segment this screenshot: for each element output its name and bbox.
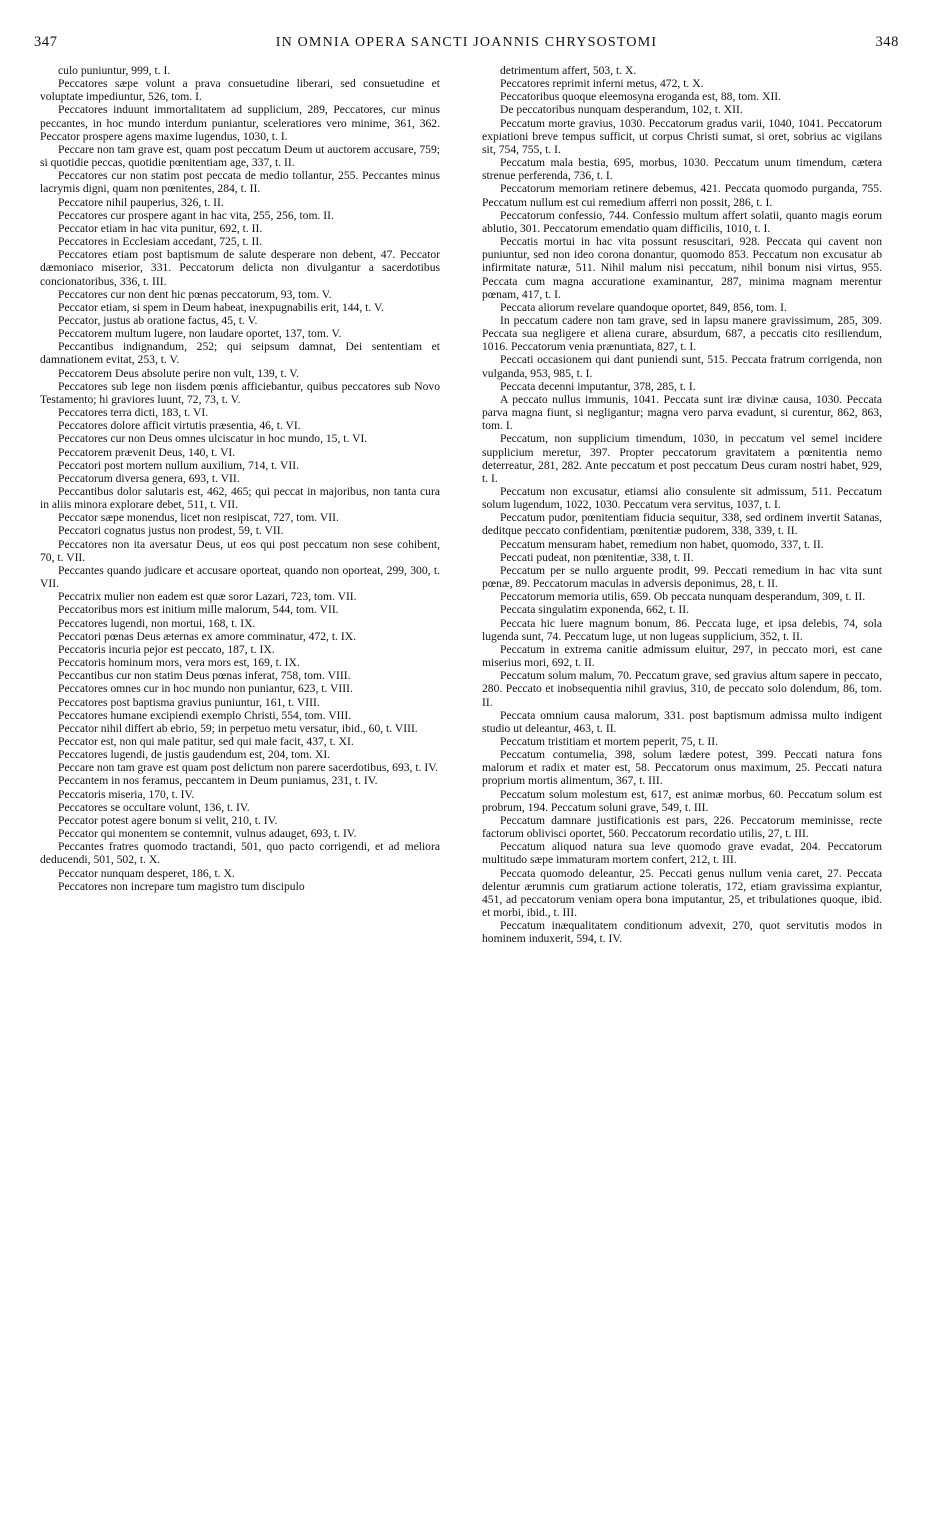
index-entry: Peccatores omnes cur in hoc mundo non puniantur, 623, t. VIII.	[58, 682, 353, 696]
index-entry: Peccatores non increpare tum magistro tum discipulo	[58, 879, 305, 893]
index-entry: Peccatores non ita aversatur Deus, ut eos qui post peccatum non sese cohibent, 70, t. VII.	[40, 537, 440, 564]
index-entry: Peccatores lugendi, de justis gaudendum est, 204, tom. XI.	[58, 748, 331, 762]
index-entry: Peccator etiam, si spem in Deum habeat, inexpugnabilis erit, 144, t. V.	[58, 300, 384, 314]
index-entry: Peccatoris hominum mors, vera mors est, 169, t. IX.	[58, 656, 300, 670]
index-entry: Peccare non tam grave est, quam post peccatum Deum ut auctorem accusare, 759; si quotidie peccas, quotidie pœnitentiam age, 337, t. II.	[40, 142, 440, 170]
index-entry: Peccatorem multum lugere, non laudare oportet, 137, tom. V.	[58, 327, 342, 341]
index-entry: Peccantes fratres quomodo tractandi, 501, quo pacto corrigendi, et ad meliora deducendi, 501, 502, t. X.	[40, 840, 440, 867]
index-entry: Peccatores cur prospere agant in hac vita, 255, 256, tom. II.	[58, 208, 334, 222]
index-entry: Peccator etiam in hac vita punitur, 692, t. II.	[58, 221, 263, 235]
index-entry: Peccatores etiam post baptismum de salute desperare non debent, 47. Peccator dæmoniaco miserior, 331. Peccatorum delicta non divulgantur a sacerdotibus concionatoribus, 336, t. III.	[40, 248, 440, 288]
index-entry: Peccatum damnare justificationis est pars, 226. Peccatorum meminisse, recte factorum oblivisci oportet, 560. Peccatorum recordatio utilis, 27, t. III.	[482, 813, 882, 841]
index-entry: culo puniuntur, 999, t. I.	[58, 64, 171, 77]
index-entry: Peccatum tristitiam et mortem peperit, 75, t. II.	[500, 734, 718, 748]
running-header	[34, 34, 899, 58]
index-entry: Peccantem in nos feramus, peccantem in Deum puniamus, 231, t. IV.	[58, 774, 378, 788]
index-entry: Peccatum solum malum, 70. Peccatum grave, sed gravius altum sapere in peccato, 280. Peccato et inobsequentia nihil gravius, 310, de peccato solo dolendum, 86, tom. II.	[482, 669, 882, 709]
index-entry: Peccator nunquam desperet, 186, t. X.	[58, 866, 235, 880]
index-entry: De peccatoribus nunquam desperandum, 102, t. XII.	[500, 103, 743, 117]
index-entry: Peccatores humane excipiendi exemplo Christi, 554, tom. VIII.	[58, 708, 352, 722]
left-column	[40, 64, 440, 893]
index-entry: Peccatores sæpe volunt a prava consuetudine liberari, sed consuetudine et voluptate impediuntur, 526, tom. I.	[40, 77, 440, 104]
index-entry: Peccatum solum molestum est, 617, est animæ morbus, 60. Peccatum solum est probrum, 194. Peccatum soluni grave, 549, t. III.	[482, 787, 882, 814]
index-entry: detrimentum affert, 503, t. X.	[500, 64, 637, 77]
index-entry: Peccator, justus ab oratione factus, 45, t. V.	[58, 313, 258, 327]
index-entry: Peccatorum memoria utilis, 659. Ob peccata nunquam desperandum, 309, t. II.	[500, 590, 866, 604]
index-entry: Peccatum pudor, pœnitentiam fiducia sequitur, 338, sed ordinem invertit Satanas, deditque peccato confidentiam, pœnitentiæ pudorem, 338, 339, t. II.	[482, 511, 882, 538]
index-entry: Peccatum inæqualitatem conditionum advexit, 270, quot servitutis modos in hominem induxerit, 594, t. IV.	[482, 919, 882, 946]
index-entry: Peccatrix mulier non eadem est quæ soror Lazari, 723, tom. VII.	[58, 590, 357, 604]
index-entry: Peccatum aliquod natura sua leve quomodo grave evadat, 204. Peccatorum multitudo sæpe immaturam mortem confert, 212, t. III.	[482, 840, 882, 867]
index-entry: Peccata omnium causa malorum, 331. post baptismum admissa multo indigent studio ut deleantur, 463, t. II.	[482, 708, 882, 735]
index-entry: Peccator est, non qui male patitur, sed qui male facit, 437, t. XI.	[58, 734, 354, 748]
index-entry: Peccatorum diversa genera, 693, t. VII.	[58, 471, 240, 485]
index-entry: Peccati occasionem qui dant puniendi sunt, 515. Peccata fratrum corrigenda, non vulganda, 953, 985, t. I.	[482, 353, 882, 380]
index-entry: Peccatores terra dicti, 183, t. VI.	[58, 406, 209, 420]
index-entry: Peccatores dolore afficit virtutis præsentia, 46, t. VI.	[58, 419, 301, 433]
index-entry: Peccatum, non supplicium timendum, 1030, in peccatum vel semel incidere supplicium meretur, 397. Propter peccatorum gravitatem a pœnitentia nemo deterreatur, 281, 282. Ante peccatum et post peccatum Deus curam nostri habet, 929, t. I.	[482, 432, 882, 485]
index-entry: Peccatores cur non Deus omnes ulciscatur in hoc mundo, 15, t. VI.	[58, 432, 368, 446]
index-entry: Peccatorum memoriam retinere debemus, 421. Peccata quomodo purganda, 755. Peccatum nullum est cui remedium afferri non possit, 286, t. I.	[482, 182, 882, 209]
index-entry: Peccatore nihil pauperius, 326, t. II.	[58, 195, 224, 209]
index-entry: Peccatoris miseria, 170, t. IV.	[58, 787, 195, 801]
index-entry: Peccantibus cur non statim Deus pœnas inferat, 758, tom. VIII.	[58, 669, 351, 683]
index-entry: Peccatores post baptisma gravius puniuntur, 161, t. VIII.	[58, 695, 320, 709]
index-entry: Peccatum non excusatur, etiamsi alio consulente sit admissum, 511. Peccatum solum lugendum, 1022, 1030. Peccatum vera servitus, 1037, t. I.	[482, 485, 882, 512]
index-entry: Peccator qui monentem se contemnit, vulnus adauget, 693, t. IV.	[58, 827, 357, 841]
index-entry: Peccatori cognatus justus non prodest, 59, t. VII.	[58, 524, 284, 538]
index-entry: A peccato nullus immunis, 1041. Peccata sunt iræ divinæ causa, 1030. Peccata parva magna fiunt, si negligantur; magna vero parva evadunt, si curentur, 862, 863, tom. I.	[482, 392, 882, 433]
index-entry: Peccatores lugendi, non mortui, 168, t. IX.	[58, 616, 256, 630]
index-entry: Peccatores induunt immortalitatem ad supplicium, 289, Peccatores, cur minus peccantes, in hoc mundo interdum puniantur, sceleratiores vero minime, 361, 362. Peccator prospere agens maxime lugendus, 1030, t. I.	[40, 103, 440, 143]
index-entry: Peccatum mala bestia, 695, morbus, 1030. Peccatum unum timendum, cætera strenue perferenda, 736, t. I.	[482, 156, 882, 183]
index-entry: Peccantes quando judicare et accusare oporteat, quando non oporteat, 299, 300, t. VII.	[40, 563, 440, 591]
index-entry: Peccare non tam grave est quam post delictum non parere sacerdotibus, 693, t. IV.	[58, 761, 439, 775]
index-entry: Peccatorem prævenit Deus, 140, t. VI.	[58, 445, 236, 459]
index-entry: Peccator potest agere bonum si velit, 210, t. IV.	[58, 813, 278, 827]
index-entry: Peccatum mensuram habet, remedium non habet, quomodo, 337, t. II.	[500, 537, 824, 551]
index-entry: Peccata quomodo deleantur, 25. Peccati genus nullum venia caret, 27. Peccata delentur ærumnis cum gratiarum actione toleratis, 172, etiam gravissima expiantur, 451, ad peccatorum veniam opera bona imputantur, 25, et tribulationes quoque, ibid. et morbi, ibid., t. III.	[482, 866, 882, 919]
right-column	[482, 64, 882, 945]
index-entry: Peccatori post mortem nullum auxilium, 714, t. VII.	[58, 458, 299, 472]
index-entry: Peccatorem Deus absolute perire non vult, 139, t. V.	[58, 366, 300, 380]
index-entry: Peccantibus dolor salutaris est, 462, 465; qui peccat in majoribus, non tanta cura in aliis minora explorare debet, 511, t. VII.	[40, 485, 440, 512]
index-entry: Peccatoribus mors est initium mille malorum, 544, tom. VII.	[58, 603, 339, 617]
index-entry: Peccatores cur non statim post peccata de medio tollantur, 255. Peccantes minus lacrymis digni, quam non pœnitentes, 284, t. II.	[40, 169, 440, 196]
index-entry: Peccatum in extrema canitie admissum eluitur, 297, in peccato mori, est cane miserius mori, 692, t. II.	[482, 642, 882, 670]
index-entry: Peccati pudeat, non pœnitentiæ, 338, t. II.	[500, 550, 694, 564]
index-entry: Peccata decenni imputantur, 378, 285, t. I.	[500, 379, 696, 393]
index-entry: Peccatori pœnas Deus æternas ex amore comminatur, 472, t. IX.	[58, 629, 356, 643]
index-entry: Peccatores cur non dent hic pœnas peccatorum, 93, tom. V.	[58, 287, 332, 301]
index-entry: Peccatis mortui in hac vita possunt resuscitari, 928. Peccata qui cavent non puniuntur, sed non ideo corona donantur, quomodo 853. Peccatum non excusatur ab infirmitate naturæ, 511. Nihil malum nisi peccatum, nihil bonum nisi virtus, 955. Peccata cum magna accuratione examinantur, 287, minima magnam merentur pœnam, 417, t. I.	[482, 235, 882, 301]
index-entry: Peccantibus indignandum, 252; qui seipsum damnat, Dei sententiam et damnationem evitat, 253, t. V.	[40, 340, 440, 367]
index-entry: Peccatores reprimit inferni metus, 472, t. X.	[500, 77, 704, 91]
index-entry: Peccatoris incuria pejor est peccato, 187, t. IX.	[58, 642, 275, 656]
index-entry: Peccata aliorum revelare quandoque oportet, 849, 856, tom. I.	[500, 300, 787, 314]
index-entry: Peccatorum confessio, 744. Confessio multum affert solatii, quanto magis eorum ablutio, 301. Peccatorum emendatio quam difficilis, 1010, t. I.	[482, 208, 882, 235]
left-page-number: 347	[34, 34, 58, 50]
index-entry: Peccatum contumelia, 398, solum lædere potest, 399. Peccati natura fons malorum et radix et mater est, 58. Peccatorum onus maximum, 25. Peccati natura proprium mortis alimentum, 367, t. III.	[482, 748, 882, 788]
right-page-number: 348	[875, 34, 899, 50]
index-entry: Peccatoribus quoque eleemosyna eroganda est, 88, tom. XII.	[500, 90, 782, 104]
page-title: IN OMNIA OPERA SANCTI JOANNIS CHRYSOSTOMI	[275, 35, 658, 50]
index-entry: Peccatum morte gravius, 1030. Peccatorum gradus varii, 1040, 1041. Peccatorum expiationi breve tempus sufficit, ut corpus Christi sumat, si oret, sobrius ac vigilans sit, 754, 755, t. I.	[482, 116, 882, 156]
index-entry: Peccatum per se nullo arguente prodit, 99. Peccati remedium in hac vita sunt pœnæ, 89. Peccatorum maculas in adversis deponimus, 28, t. II.	[482, 563, 882, 591]
index-entry: Peccata hic luere magnum bonum, 86. Peccata luge, et ipsa delebis, 74, sola lugenda sunt, 74. Peccatum luge, ut non lugeas supplicium, 352, t. II.	[482, 616, 882, 643]
index-entry: Peccator nihil differt ab ebrio, 59; in perpetuo metu versatur, ibid., 60, t. VIII.	[58, 721, 418, 735]
index-entry: In peccatum cadere non tam grave, sed in lapsu manere gravissimum, 285, 309. Peccata sua negligere et aliena curare, absurdum, 687, a peccatis cito resiliendum, 1016. Peccatorum venia prænuntiata, 827, t. I.	[482, 313, 882, 354]
index-entry: Peccatores in Ecclesiam accedant, 725, t. II.	[58, 235, 263, 249]
index-entry: Peccator sæpe monendus, licet non resipiscat, 727, tom. VII.	[58, 511, 339, 525]
index-entry: Peccata singulatim exponenda, 662, t. II.	[500, 603, 689, 617]
index-entry: Peccatores se occultare volunt, 136, t. IV.	[58, 800, 250, 814]
index-entry: Peccatores sub lege non iisdem pœnis afficiebantur, quibus peccatores sub Novo Testamento; hi graviores luunt, 72, 73, t. V.	[40, 379, 440, 406]
